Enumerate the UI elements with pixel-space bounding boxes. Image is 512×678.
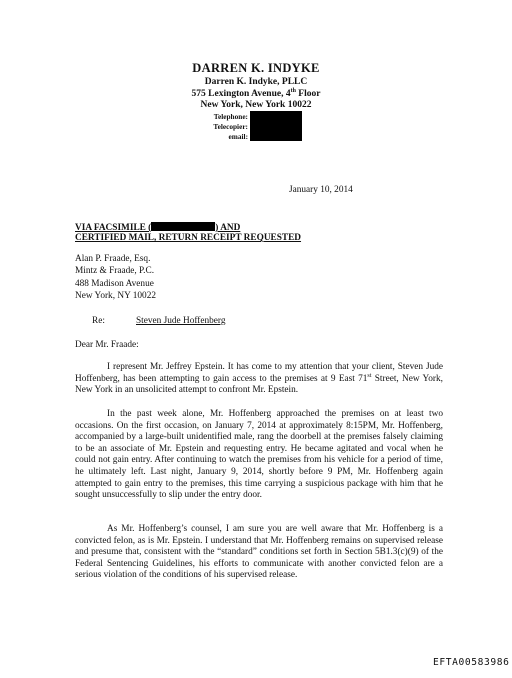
body-paragraph-1: I represent Mr. Jeffrey Epstein. It has come to my attention that your client, Steven Jude Hoffenberg, has been attempting to gain access to the premises at 9 East 71st Street, New York, New York in an unsolicited attempt to confront Mr. Epstein.: [75, 362, 443, 396]
redaction-email: [250, 131, 302, 141]
letterhead-name: DARREN K. INDYKE: [192, 61, 320, 75]
salutation: Dear Mr. Fraade:: [75, 340, 139, 350]
re-subject: Steven Jude Hoffenberg: [136, 316, 226, 326]
recipient-firm: Mintz & Fraade, P.C.: [75, 266, 155, 277]
body-paragraph-2: In the past week alone, Mr. Hoffenberg approached the premises on at least two occasions. On the first occasion, on January 7, 2014 at approximately 8:15PM, Mr. Hoffenberg, accompanied by a large-built unidentified male, rang the doorbell at the premises falsely claiming to be an associate of Mr. Epstein and requesting entry. He became agitated and vocal when he could not gain entry. After continuing to watch the premises from his vehicle for a period of time, he ultimately left. Last night, January 9, 2014, shortly before 9 PM, Mr. Hoffenberg again attempted to gain entry to the premises, this time carrying a suspicious package with him that he sought unsuccessfully to slip under the entry door.: [75, 409, 443, 501]
delivery-line-2: CERTIFIED MAIL, RETURN RECEIPT REQUESTED: [75, 233, 302, 243]
recipient-city: New York, NY 10022: [75, 290, 157, 301]
letterhead-city: New York, New York 10022: [200, 100, 312, 110]
telecopier-label: Telecopier:: [213, 122, 248, 131]
telephone-label: Telephone:: [213, 112, 248, 121]
recipient-address: [75, 253, 156, 302]
re-label: Re:: [92, 316, 105, 326]
redaction-telecopier: [250, 121, 302, 131]
email-label: email:: [228, 132, 248, 141]
letterhead-street: 575 Lexington Avenue, 4th Floor: [191, 87, 321, 99]
redaction-fax-number: [151, 222, 215, 231]
body-paragraph-3: As Mr. Hoffenberg’s counsel, I am sure you are well aware that Mr. Hoffenberg is a convicted felon, as is Mr. Epstein. I understand that Mr. Hoffenberg remains on supervised release and presume that, consistent with the “standard” conditions set forth in Section 5B1.3(c)(9) of the Federal Sentencing Guidelines, his efforts to communicate with another convicted felon are a serious violation of the conditions of his supervised release.: [75, 524, 443, 581]
recipient-street: 488 Madison Avenue: [75, 278, 154, 289]
letterhead-firm: Darren K. Indyke, PLLC: [204, 77, 308, 87]
document-id: EFTA00583986: [433, 657, 510, 668]
delivery-line-1: VIA FACSIMILE ( ) AND: [75, 223, 241, 233]
letter-date: January 10, 2014: [289, 185, 353, 195]
recipient-name: Alan P. Fraade, Esq.: [75, 254, 151, 264]
